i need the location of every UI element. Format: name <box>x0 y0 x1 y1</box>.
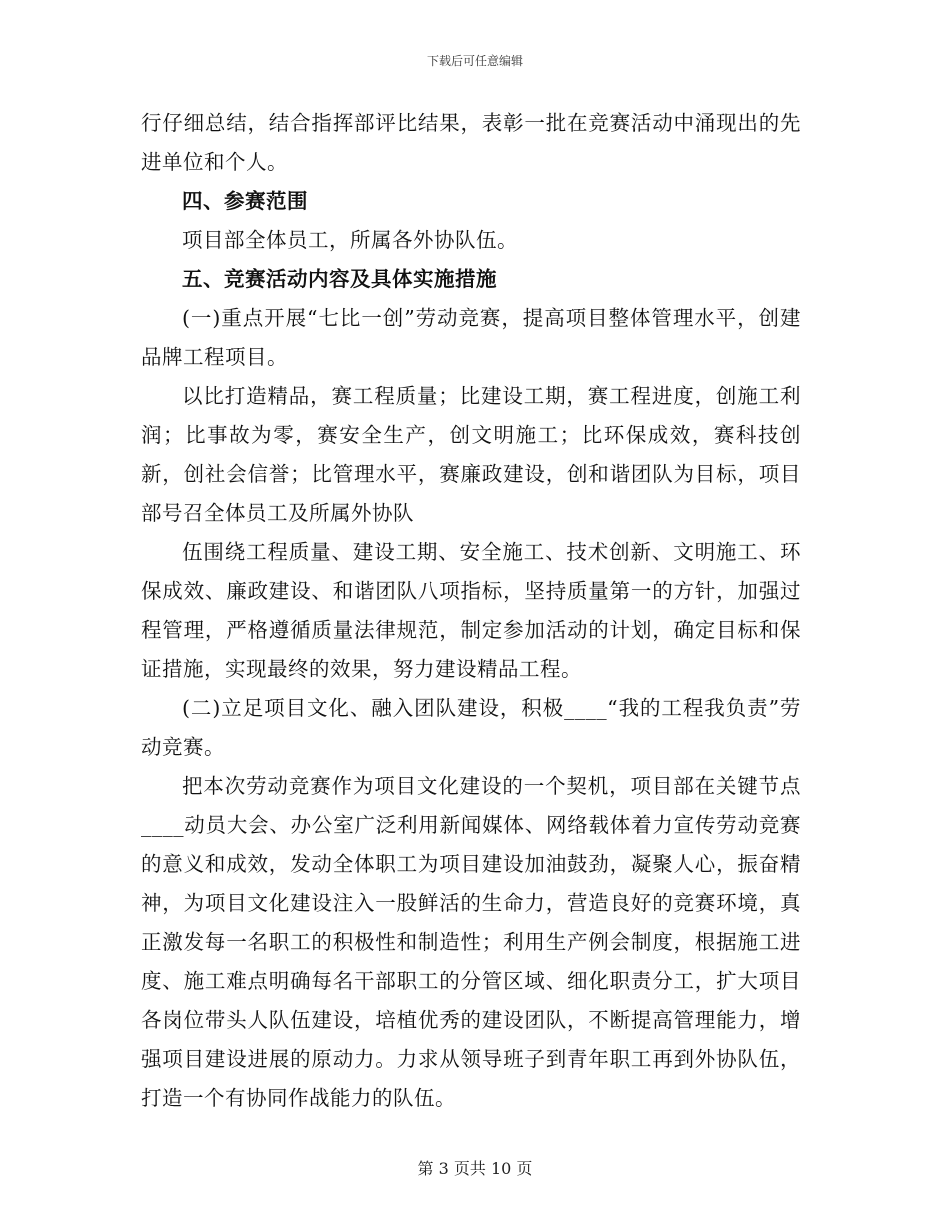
page-number: 第 3 页共 10 页 <box>417 1159 533 1178</box>
page-header: 下载后可任意编辑 <box>426 54 523 68</box>
paragraph-continuation: 行仔细总结，结合指挥部评比结果，表彰一批在竞赛活动中涌现出的先进单位和个人。 <box>141 111 801 174</box>
section-heading-5: 五、竞赛活动内容及具体实施措施 <box>182 267 497 291</box>
paragraph-subsection-2: (二)立足项目文化、融入团队建设，积极____“我的工程我负责”劳动竞赛。 <box>141 696 801 759</box>
paragraph-indicators: 伍围绕工程质量、建设工期、安全施工、技术创新、文明施工、环保成效、廉政建设、和谐团队八项指标，坚持质量第一的方针，加强过程管理，严格遵循质量法律规范，制定参加活动的计划，确定目标和保证措施，实现最终的效果，努力建设精品工程。 <box>141 540 801 681</box>
paragraph-culture: 把本次劳动竞赛作为项目文化建设的一个契机，项目部在关键节点____动员大会、办公室广泛利用新闻媒体、网络载体着力宣传劳动竞赛的意义和成效，发动全体职工为项目建设加油鼓劲，凝聚人心，振奋精神，为项目文化建设注入一股鲜活的生命力，营造良好的竞赛环境，真正激发每一名职工的积极性和制造性；利用生产例会制度，根据施工进度、施工难点明确每名干部职工的分管区域、细化职责分工，扩大项目各岗位带头人队伍建设，培植优秀的建设团队，不断提高管理能力，增强项目建设进展的原动力。力求从领导班子到青年职工再到外协队伍，打造一个有协同作战能力的队伍。 <box>141 774 801 1110</box>
paragraph-subsection-1: (一)重点开展“七比一创”劳动竞赛，提高项目整体管理水平，创建品牌工程项目。 <box>141 306 801 369</box>
section-heading-4: 四、参赛范围 <box>182 189 308 213</box>
paragraph-scope: 项目部全体员工，所属各外协队伍。 <box>182 228 518 252</box>
document-body <box>141 104 801 1118</box>
paragraph-goals: 以比打造精品，赛工程质量；比建设工期，赛工程进度，创施工利润；比事故为零，赛安全生产，创文明施工；比环保成效，赛科技创新，创社会信誉；比管理水平，赛廉政建设，创和谐团队为目标，项目部号召全体员工及所属外协队 <box>141 384 801 525</box>
